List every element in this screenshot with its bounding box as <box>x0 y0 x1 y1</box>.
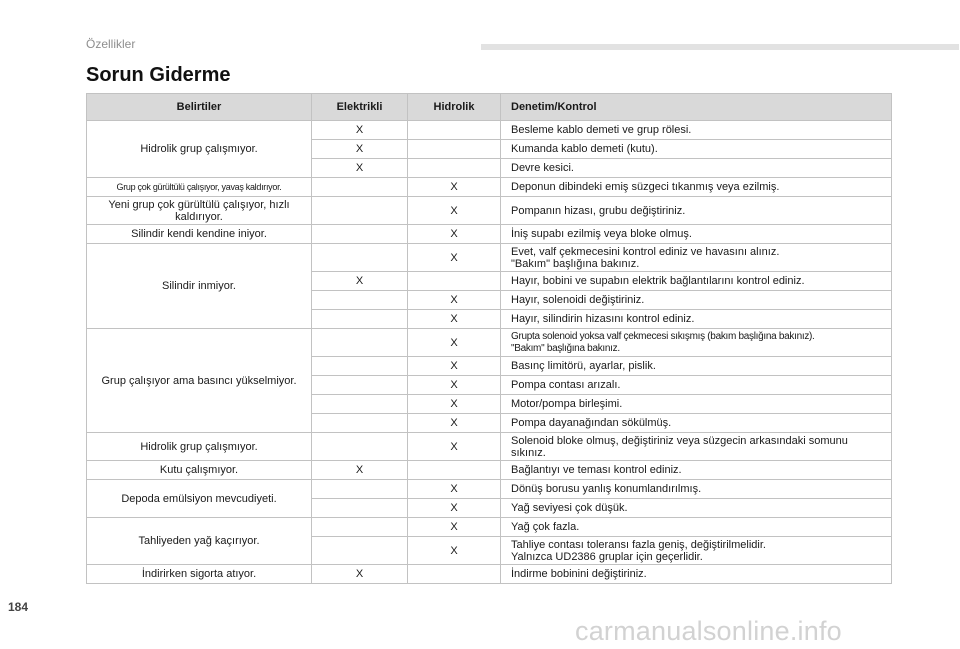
check-cell <box>501 244 892 272</box>
page-title: Sorun Giderme <box>86 64 231 86</box>
check-cell: Hayır, solenoidi değiştiriniz. <box>501 291 892 310</box>
hidrolik-cell <box>408 159 501 178</box>
elektrikli-cell <box>312 376 408 395</box>
elektrikli-cell <box>312 329 408 357</box>
elektrikli-cell <box>312 433 408 461</box>
elektrikli-cell <box>312 480 408 499</box>
table-row <box>87 329 892 357</box>
hidrolik-cell: X <box>408 291 501 310</box>
check-cell: Pompa contası arızalı. <box>501 376 892 395</box>
symptom-cell: Hidrolik grup çalışmıyor. <box>87 121 312 178</box>
elektrikli-cell: X <box>312 565 408 584</box>
table-header-row <box>87 94 892 121</box>
check-cell <box>501 433 892 461</box>
elektrikli-cell: X <box>312 461 408 480</box>
column-header-denetim-kontrol: Denetim/Kontrol <box>501 94 892 121</box>
table-row <box>87 565 892 584</box>
table-row <box>87 518 892 537</box>
table-row <box>87 461 892 480</box>
check-line: Grupta solenoid yoksa valf çekmecesi sıkışmış (bakım başlığına bakınız). <box>511 330 815 342</box>
table-row <box>87 121 892 140</box>
symptom-cell: Tahliyeden yağ kaçırıyor. <box>87 518 312 565</box>
hidrolik-cell <box>408 121 501 140</box>
check-line: Evet, valf çekmecesini kontrol ediniz ve havasını alınız. <box>511 245 780 258</box>
check-cell: Bağlantıyı ve teması kontrol ediniz. <box>501 461 892 480</box>
symptom-cell: Silindir kendi kendine iniyor. <box>87 225 312 244</box>
hidrolik-cell <box>408 140 501 159</box>
symptom-cell: Depoda emülsiyon mevcudiyeti. <box>87 480 312 518</box>
elektrikli-cell <box>312 518 408 537</box>
elektrikli-cell: X <box>312 140 408 159</box>
header-rule <box>481 44 959 50</box>
check-cell: İndirme bobinini değiştiriniz. <box>501 565 892 584</box>
check-cell: Yağ seviyesi çok düşük. <box>501 499 892 518</box>
elektrikli-cell <box>312 395 408 414</box>
check-cell: Hayır, bobini ve supabın elektrik bağlantılarını kontrol ediniz. <box>501 272 892 291</box>
hidrolik-cell: X <box>408 376 501 395</box>
hidrolik-cell <box>408 461 501 480</box>
column-header-belirtiler: Belirtiler <box>87 94 312 121</box>
table-row <box>87 480 892 499</box>
hidrolik-cell: X <box>408 197 501 225</box>
hidrolik-cell: X <box>408 225 501 244</box>
column-header-hidrolik: Hidrolik <box>408 94 501 121</box>
hidrolik-cell: X <box>408 499 501 518</box>
hidrolik-cell: X <box>408 480 501 499</box>
symptom-cell: Grup çalışıyor ama basıncı yükselmiyor. <box>87 329 312 433</box>
troubleshooting-table <box>86 93 892 584</box>
check-line: Solenoid bloke olmuş, değiştiriniz veya süzgecin arkasındaki somunu <box>511 434 848 447</box>
hidrolik-cell: X <box>408 310 501 329</box>
hidrolik-cell: X <box>408 244 501 272</box>
check-cell: Deponun dibindeki emiş süzgeci tıkanmış veya ezilmiş. <box>501 178 892 197</box>
column-header-elektrikli: Elektrikli <box>312 94 408 121</box>
hidrolik-cell: X <box>408 178 501 197</box>
check-cell: İniş supabı ezilmiş veya bloke olmuş. <box>501 225 892 244</box>
elektrikli-cell: X <box>312 272 408 291</box>
symptom-cell: Silindir inmiyor. <box>87 244 312 329</box>
elektrikli-cell <box>312 225 408 244</box>
symptom-cell: İndirirken sigorta atıyor. <box>87 565 312 584</box>
section-label: Özellikler <box>86 37 136 51</box>
elektrikli-cell <box>312 291 408 310</box>
elektrikli-cell: X <box>312 159 408 178</box>
check-cell: Pompanın hizası, grubu değiştiriniz. <box>501 197 892 225</box>
check-cell: Pompa dayanağından sökülmüş. <box>501 414 892 433</box>
page-number: 184 <box>8 600 29 614</box>
check-cell: Besleme kablo demeti ve grup rölesi. <box>501 121 892 140</box>
table-row <box>87 178 892 197</box>
hidrolik-cell: X <box>408 329 501 357</box>
check-line: sıkınız. <box>511 446 546 459</box>
elektrikli-cell <box>312 414 408 433</box>
elektrikli-cell <box>312 357 408 376</box>
check-line: Tahliye contası toleransı fazla geniş, değiştirilmelidir. <box>511 538 766 551</box>
check-line: Yalnızca UD2386 gruplar için geçerlidir. <box>511 550 703 563</box>
elektrikli-cell <box>312 499 408 518</box>
symptom-cell: Hidrolik grup çalışmıyor. <box>87 433 312 461</box>
table-row <box>87 433 892 461</box>
check-cell: Dönüş borusu yanlış konumlandırılmış. <box>501 480 892 499</box>
table-row <box>87 197 892 225</box>
elektrikli-cell <box>312 537 408 565</box>
elektrikli-cell <box>312 244 408 272</box>
check-cell: Basınç limitörü, ayarlar, pislik. <box>501 357 892 376</box>
symptom-cell: Kutu çalışmıyor. <box>87 461 312 480</box>
hidrolik-cell: X <box>408 537 501 565</box>
elektrikli-cell: X <box>312 121 408 140</box>
hidrolik-cell: X <box>408 395 501 414</box>
elektrikli-cell <box>312 178 408 197</box>
check-cell: Yağ çok fazla. <box>501 518 892 537</box>
elektrikli-cell <box>312 197 408 225</box>
table-row <box>87 225 892 244</box>
symptom-cell: Grup çok gürültülü çalışıyor, yavaş kaldırıyor. <box>87 178 312 197</box>
hidrolik-cell <box>408 565 501 584</box>
watermark: carmanualsonline.info <box>575 616 842 646</box>
check-line: "Bakım" başlığına bakınız. <box>511 342 620 354</box>
check-cell <box>501 537 892 565</box>
symptom-cell: Yeni grup çok gürültülü çalışıyor, hızlı kaldırıyor. <box>87 197 312 225</box>
check-cell: Hayır, silindirin hizasını kontrol ediniz. <box>501 310 892 329</box>
check-cell <box>501 329 892 357</box>
check-line: "Bakım" başlığına bakınız. <box>511 257 640 270</box>
check-cell: Kumanda kablo demeti (kutu). <box>501 140 892 159</box>
hidrolik-cell: X <box>408 518 501 537</box>
hidrolik-cell: X <box>408 357 501 376</box>
hidrolik-cell: X <box>408 433 501 461</box>
hidrolik-cell: X <box>408 414 501 433</box>
elektrikli-cell <box>312 310 408 329</box>
hidrolik-cell <box>408 272 501 291</box>
check-cell: Motor/pompa birleşimi. <box>501 395 892 414</box>
table-row <box>87 244 892 272</box>
check-cell: Devre kesici. <box>501 159 892 178</box>
